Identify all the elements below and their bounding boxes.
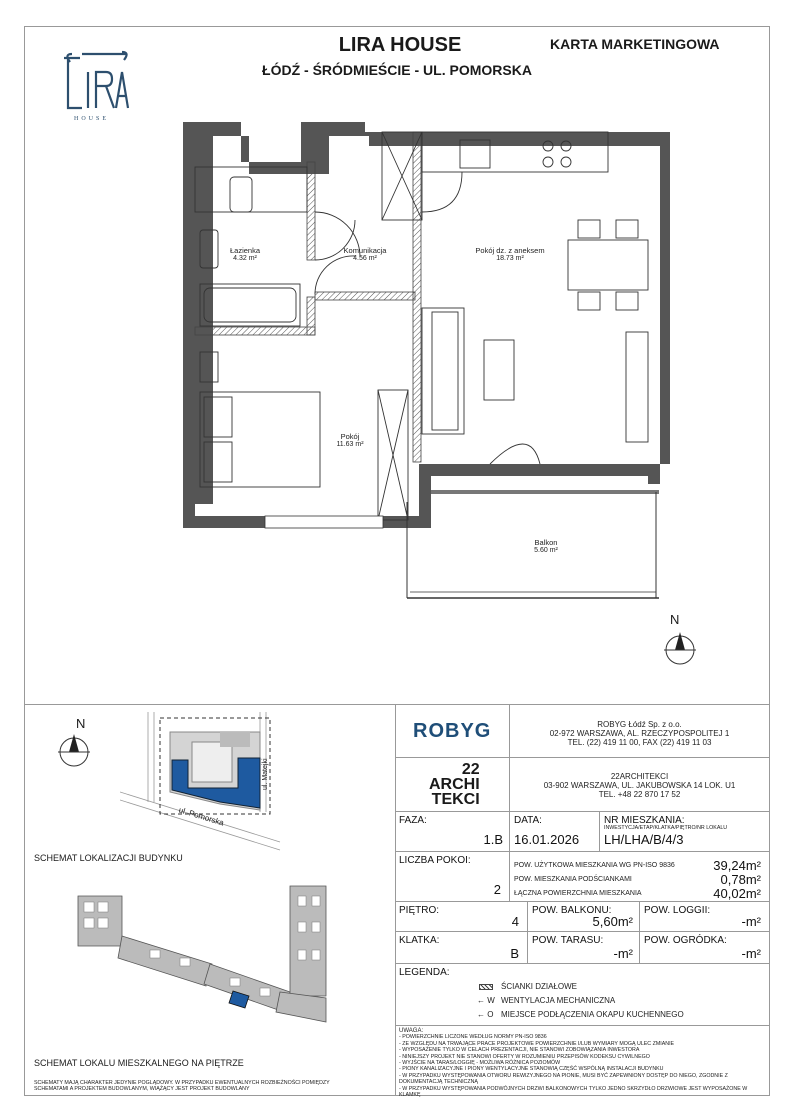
room-area-bed: 11.63 m²	[336, 441, 364, 448]
nr-value: LH/LHA/B/4/3	[604, 832, 684, 847]
room-name-balcony: Balkon	[534, 538, 558, 547]
nr-label: NR MIESZKANIA:	[604, 815, 685, 826]
room-area-bath: 4.32 m²	[233, 255, 257, 262]
architect-info-cell	[510, 758, 770, 812]
room-label-living	[460, 246, 560, 262]
robyg-logo: ROBYG	[413, 720, 492, 742]
room-name-bath: Łazienka	[229, 246, 261, 255]
pietro-cell	[395, 902, 528, 932]
project-title: LIRA HOUSE	[338, 34, 462, 56]
north-arrow-icon	[54, 730, 94, 774]
note-line-6: - W PRZYPADKU WYSTĘPOWANIA OTWORU REWIZYJNEGO NA PIONIE, MUSI BYĆ ZAPEWNIONY DOSTĘP DO NIEGO, ZGODNIE Z DOKUMENTACJĄ TECHNICZNĄ	[399, 1072, 728, 1086]
taras-cell	[528, 932, 640, 964]
developer-logo-cell	[395, 704, 510, 758]
note-line-1: - ZE WZGLĘDU NA TRWAJĄCE PRACE PROJEKTOWE POWIERZCHNIE I/LUB WYMIARY MOGĄ ULEC ZMIANIE	[399, 1040, 675, 1047]
legend-item-1: WENTYLACJA MECHANICZNA	[501, 996, 616, 1005]
ogrodek-value: -m²	[741, 946, 761, 961]
outer-walls	[183, 122, 670, 528]
data-value: 16.01.2026	[514, 832, 580, 847]
room-area-hall: 4.56 m²	[353, 255, 377, 262]
developer-phone: TEL. (22) 419 11 00, FAX (22) 419 11 03	[567, 738, 712, 747]
pietro-value: 4	[511, 914, 519, 929]
compass-plan	[664, 612, 704, 672]
location-map	[120, 712, 300, 852]
legend-cell	[395, 964, 770, 1026]
north-arrow-icon	[664, 628, 704, 672]
loggia-value: -m²	[741, 914, 761, 929]
compass-location-letter: N	[76, 716, 86, 731]
room-name-hall: Komunikacja	[343, 246, 387, 255]
notes-title: UWAGA:	[399, 1028, 424, 1034]
schema-disclaimer: SCHEMATY MAJĄ CHARAKTER JEDYNIE POGLĄDOWY. W PRZYPADKU EWENTUALNYCH ROZBIEŻNOŚCI POMIĘDZY SCHEMATAMI A PROJEKTEM BUDOWLANYM, WIĄŻĄCY JEST PROJEKT BUDOWLANY	[34, 1080, 330, 1093]
partition-walls	[195, 132, 421, 462]
pietro-label: PIĘTRO:	[399, 905, 440, 916]
window	[265, 516, 383, 528]
room-name-bed: Pokój	[340, 432, 360, 441]
ogrodek-cell	[640, 932, 770, 964]
caption-location: SCHEMAT LOKALIZACJI BUDYNKU	[34, 853, 183, 863]
klatka-value: B	[510, 946, 519, 961]
room-area-living: 18.73 m²	[496, 255, 524, 262]
data-cell	[510, 812, 600, 852]
lira-logo-icon	[60, 50, 132, 120]
note-line-2: - WYPOSAŻENIE TYLKO W CELACH PREZENTACJI, NIE STANOWI ZOBOWIĄZANIA INWESTORA	[399, 1047, 640, 1054]
klatka-label: KLATKA:	[399, 935, 440, 946]
taras-label: POW. TARASU:	[532, 935, 604, 946]
room-label-bath	[215, 246, 275, 262]
architect-name: 22ARCHITEKCI	[610, 772, 669, 781]
area3-value: 40,02m²	[713, 886, 761, 901]
klatka-cell	[395, 932, 528, 964]
street-matejki: ul. Matejki	[262, 758, 269, 790]
street-pomorska: ul. Pomorska	[177, 805, 225, 828]
pokoje-cell	[395, 852, 510, 902]
room-label-balcony	[516, 538, 576, 554]
pokoje-label: LICZBA POKOI:	[399, 855, 471, 866]
legend-item-2: MIEJSCE PODŁĄCZENIA OKAPU KUCHENNEGO	[501, 1010, 684, 1019]
balkon-label: POW. BALKONU:	[532, 905, 612, 916]
loggia-cell	[640, 902, 770, 932]
architect-logo	[429, 762, 480, 807]
document-type: KARTA MARKETINGOWA	[550, 36, 720, 52]
lira-logo	[60, 50, 132, 130]
room-label-hall	[330, 246, 400, 262]
faza-label: FAZA:	[399, 815, 427, 826]
legend-item-0: ŚCIANKI DZIAŁOWE	[501, 982, 578, 991]
compass-plan-letter: N	[670, 612, 680, 627]
architect-logo-line3: TEKCI	[431, 791, 480, 808]
data-label: DATA:	[514, 815, 542, 826]
fixtures	[195, 132, 648, 520]
floor-plan	[170, 112, 670, 612]
legend-hatch-icon	[479, 984, 493, 990]
developer-info-cell	[510, 704, 770, 758]
room-area-balcony: 5.60 m²	[534, 547, 558, 554]
faza-value: 1.B	[483, 832, 503, 847]
area2-label: POW. MIESZKANIA PODŚCIANKAMI	[514, 876, 632, 883]
nr-cell	[600, 812, 770, 852]
architect-phone: TEL. +48 22 870 17 52	[598, 790, 681, 799]
taras-value: -m²	[613, 946, 633, 961]
area1-value: 39,24m²	[713, 858, 761, 873]
logo-word: HOUSE	[74, 116, 110, 122]
note-line-5: - PIONY KANALIZACYJNE I PIONY WENTYLACYJNE STANOWIĄ CZĘŚĆ WSPÓLNĄ INSTALACJI BUDYNKU	[399, 1066, 664, 1073]
note-line-4: - WYJŚCIE NA TARAS/LOGGIĘ - MOŻLIWA RÓŻNICA POZIOMÓW	[399, 1060, 561, 1067]
legend-title: LEGENDA:	[399, 967, 450, 978]
ogrodek-label: POW. OGRÓDKA:	[644, 935, 727, 946]
room-label-bed	[320, 432, 380, 448]
area2-value: 0,78m²	[720, 872, 761, 887]
area1-label: POW. UŻYTKOWA MIESZKANIA WG PN-ISO 9836	[514, 862, 675, 869]
faza-cell	[395, 812, 510, 852]
compass-location	[54, 716, 94, 776]
architect-logo-line2: ARCHI	[429, 776, 480, 793]
legend-sym-2: ← O	[477, 1010, 494, 1019]
floor-schema	[70, 878, 340, 1038]
architect-logo-line1: 22	[461, 761, 480, 778]
balkon-value: 5,60m²	[592, 914, 633, 929]
project-subtitle: ŁÓDŹ - ŚRÓDMIEŚCIE - UL. POMORSKA	[262, 62, 532, 78]
architect-logo-cell	[395, 758, 510, 812]
developer-address: 02-972 WARSZAWA, AL. RZECZYPOSPOLITEJ 1	[549, 729, 730, 738]
legend-sym-1: ← W	[477, 996, 495, 1005]
note-line-3: - NINIEJSZY PROJEKT NIE STANOWI OFERTY W ROZUMIENIU PRZEPISÓW KODEKSU CYWILNEGO	[399, 1053, 650, 1060]
nr-sublabel: INWESTYCJA/ETAP/KLATKA/PIĘTRO/NR LOKALU	[604, 825, 728, 831]
note-line-7: - W PRZYPADKU WYSTĘPOWANIA PODWÓJNYCH DRZWI BALKONOWYCH TYLKO JEDNO SKRZYDŁO DRZWIOWE JEST WYPOSAŻONE W KLAMKĘ	[399, 1085, 748, 1099]
info-grid	[395, 704, 770, 1099]
developer-name: ROBYG Łódź Sp. z o.o.	[597, 720, 682, 729]
caption-floor: SCHEMAT LOKALU MIESZKALNEGO NA PIĘTRZE	[34, 1058, 244, 1068]
area3-label: ŁĄCZNA POWIERZCHNIA MIESZKANIA	[514, 890, 642, 897]
areas-cell	[510, 852, 770, 902]
note-line-0: - POWIERZCHNIE LICZONE WEDŁUG NORMY PN-ISO 9836	[399, 1034, 547, 1041]
pokoje-value: 2	[493, 882, 501, 897]
notes-cell	[399, 1028, 765, 1098]
architect-address: 03-902 WARSZAWA, UL. JAKUBOWSKA 14 LOK. U1	[543, 781, 736, 790]
room-name-living: Pokój dz. z aneksem	[475, 246, 545, 255]
balkon-cell	[528, 902, 640, 932]
loggia-label: POW. LOGGII:	[644, 905, 711, 916]
